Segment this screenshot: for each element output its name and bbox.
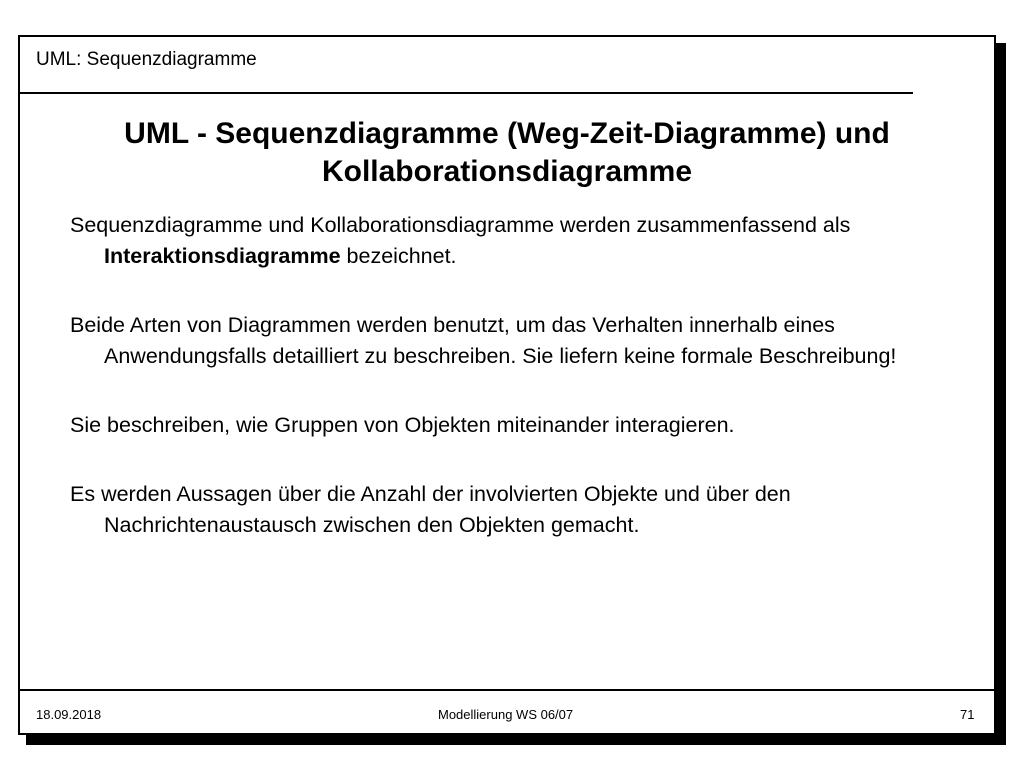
header-divider [18, 92, 913, 94]
paragraph-2: Beide Arten von Diagrammen werden benutzt, um das Verhalten innerhalb eines Anwendungsfalls detailliert zu beschreiben. Sie liefern keine formale Beschreibung! [70, 313, 897, 368]
paragraph-4: Es werden Aussagen über die Anzahl der involvierten Objekte und über den Nachrichtenaustausch zwischen den Objekten gemacht. [70, 482, 791, 537]
footer-course: Modellierung WS 06/07 [438, 707, 574, 722]
slide-title: UML - Sequenzdiagramme (Weg-Zeit-Diagramme) und Kollaborationsdiagramme [124, 117, 890, 188]
paragraph-3: Sie beschreiben, wie Gruppen von Objekten miteinander interagieren. [70, 413, 735, 437]
footer-page-number: 71 [960, 707, 975, 722]
header-title: UML: Sequenzdiagramme [36, 49, 257, 70]
paragraph-1-bold-term: Interaktionsdiagramme [104, 244, 341, 268]
paragraph-1-tail: bezeichnet. [340, 244, 457, 268]
footer-divider [18, 689, 996, 691]
paragraph-1 [70, 210, 980, 272]
paragraph-1-text: Sequenzdiagramme und Kollaborationsdiagramme werden zusammenfassend als [70, 213, 851, 237]
slide-body [70, 210, 980, 579]
footer-date: 18.09.2018 [36, 707, 102, 722]
